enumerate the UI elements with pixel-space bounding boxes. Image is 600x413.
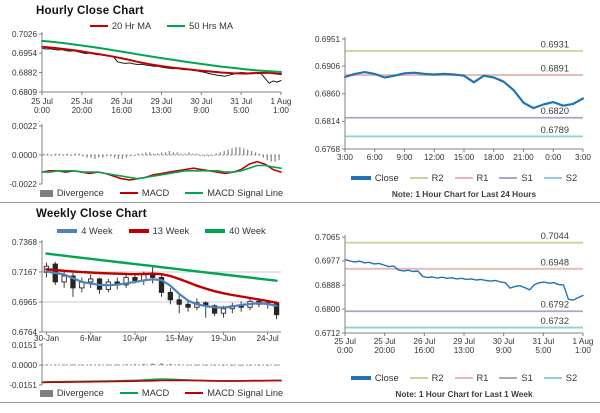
svg-text:24-Jul: 24-Jul	[256, 334, 279, 343]
legend-label: Close	[374, 173, 399, 183]
svg-text:31 Jul: 31 Jul	[532, 337, 555, 346]
svg-text:0.6977: 0.6977	[314, 256, 340, 266]
svg-text:0.7044: 0.7044	[540, 231, 569, 242]
legend-swatch	[120, 392, 138, 395]
legend-label: Divergence	[56, 188, 104, 198]
pivot-24h-note: Note: 1 Hour Chart for Last 24 Hours	[391, 189, 537, 199]
svg-text:0.6768: 0.6768	[314, 144, 340, 154]
svg-text:3:00: 3:00	[337, 153, 353, 162]
legend-item-r2	[410, 373, 444, 383]
legend-label: S1	[521, 373, 533, 383]
svg-text:0:00: 0:00	[337, 346, 353, 355]
svg-text:20:00: 20:00	[374, 346, 395, 355]
svg-text:0.6965: 0.6965	[11, 297, 37, 307]
pivot-24h-chart	[300, 0, 600, 202]
svg-text:0.6820: 0.6820	[540, 106, 569, 117]
svg-text:25 Jul: 25 Jul	[31, 97, 53, 106]
svg-text:15:00: 15:00	[453, 153, 475, 162]
legend-label: 20 Hr MA	[111, 21, 152, 31]
svg-text:0.6814: 0.6814	[314, 117, 340, 127]
legend-label: R2	[431, 373, 444, 383]
svg-text:0.6764: 0.6764	[11, 327, 37, 337]
weekly-macd-legend	[42, 388, 284, 398]
legend-item-s1	[499, 173, 532, 183]
legend-swatch	[185, 392, 203, 395]
svg-text:15-May: 15-May	[165, 334, 193, 343]
svg-text:5:00: 5:00	[535, 346, 552, 355]
svg-text:9:00: 9:00	[396, 153, 413, 162]
svg-text:12:00: 12:00	[424, 153, 445, 162]
legend-swatch	[351, 376, 371, 379]
legend-label: R1	[476, 373, 489, 383]
svg-text:6:00: 6:00	[366, 153, 383, 162]
svg-text:18:00: 18:00	[483, 153, 504, 162]
svg-text:9:00: 9:00	[193, 106, 210, 115]
svg-text:30-Jan: 30-Jan	[34, 334, 60, 343]
legend-swatch	[40, 190, 53, 197]
legend-swatch	[499, 377, 517, 380]
legend-label: Divergence	[56, 388, 104, 398]
legend-swatch	[40, 390, 53, 397]
legend-label: Close	[374, 373, 399, 383]
svg-text:0.6809: 0.6809	[11, 87, 37, 97]
svg-text:13:00: 13:00	[151, 106, 172, 115]
svg-text:0.0022: 0.0022	[11, 121, 37, 131]
legend-swatch	[351, 176, 371, 179]
svg-text:30 Jul: 30 Jul	[190, 97, 213, 106]
legend-label: R2	[431, 173, 444, 183]
svg-text:0.6712: 0.6712	[314, 328, 340, 338]
legend-swatch	[499, 177, 517, 180]
svg-text:20:00: 20:00	[71, 106, 93, 115]
legend-label: MACD Signal Line	[207, 388, 284, 398]
legend-item-macd	[120, 188, 169, 198]
hourly-chart-title: Hourly Close Chart	[36, 5, 144, 17]
svg-text:0.6954: 0.6954	[11, 49, 37, 59]
svg-text:1:00: 1:00	[575, 346, 591, 355]
legend-label: S1	[521, 173, 533, 183]
weekly-close-chart	[0, 202, 300, 403]
svg-text:0.6792: 0.6792	[540, 299, 569, 310]
svg-text:0.0151: 0.0151	[11, 340, 37, 350]
pivot-24h-legend	[340, 173, 588, 183]
svg-text:0.6931: 0.6931	[540, 39, 569, 50]
legend-label: 13 Week	[152, 226, 190, 236]
legend-label: S2	[565, 373, 578, 383]
svg-text:0.0000: 0.0000	[11, 360, 37, 370]
svg-text:0.6800: 0.6800	[314, 304, 340, 314]
legend-swatch	[185, 192, 203, 195]
svg-text:0.6948: 0.6948	[540, 257, 569, 268]
svg-text:29 Jul: 29 Jul	[453, 337, 475, 346]
legend-item-macd-signal-line	[185, 388, 283, 398]
legend-item-divergence	[40, 388, 104, 398]
legend-label: MACD Signal Line	[207, 188, 284, 198]
svg-text:0.6789: 0.6789	[540, 124, 569, 135]
legend-item-s2	[544, 173, 577, 183]
legend-item-macd	[120, 388, 169, 398]
legend-swatch	[544, 177, 562, 180]
svg-text:0:00: 0:00	[34, 106, 50, 115]
svg-text:0.6732: 0.6732	[540, 316, 569, 327]
svg-text:9:00: 9:00	[495, 346, 512, 355]
svg-text:0.6906: 0.6906	[314, 61, 340, 71]
legend-item-macd-signal-line	[185, 188, 283, 198]
legend-item-r2	[410, 173, 444, 183]
legend-item-s2	[544, 373, 577, 383]
svg-text:1 Aug: 1 Aug	[572, 337, 594, 346]
svg-text:0.6891: 0.6891	[540, 63, 569, 74]
pivot-1w-note: Note: 1 Hour Chart for Last 1 Week	[395, 389, 533, 399]
legend-item-s1	[499, 373, 532, 383]
legend-swatch	[120, 192, 138, 195]
svg-text:25 Jul: 25 Jul	[70, 97, 93, 106]
section-divider-bottom	[0, 402, 600, 403]
legend-label: 50 Hrs MA	[189, 21, 234, 31]
legend-label: 40 Week	[229, 226, 266, 236]
legend-label: MACD	[141, 388, 170, 398]
svg-text:6-Mar: 6-Mar	[80, 334, 102, 343]
legend-label: 4 Week	[81, 226, 113, 236]
legend-label: R1	[476, 173, 489, 183]
legend-swatch	[455, 177, 473, 180]
svg-text:25 Jul: 25 Jul	[334, 337, 356, 346]
svg-text:0.6860: 0.6860	[314, 89, 340, 99]
legend-item-close	[351, 173, 399, 183]
svg-text:0.7368: 0.7368	[11, 237, 37, 247]
svg-text:16:00: 16:00	[111, 106, 132, 115]
legend-item-divergence	[40, 188, 104, 198]
svg-text:0.6888: 0.6888	[314, 280, 340, 290]
svg-text:19-Jun: 19-Jun	[210, 334, 236, 343]
legend-label: MACD	[141, 188, 170, 198]
svg-text:1 Aug: 1 Aug	[270, 97, 292, 106]
svg-text:21:00: 21:00	[513, 153, 534, 162]
legend-label: S2	[565, 173, 578, 183]
svg-text:1:00: 1:00	[273, 106, 289, 115]
legend-swatch	[410, 377, 428, 380]
svg-text:26 Jul: 26 Jul	[413, 337, 436, 346]
legend-item-r1	[455, 373, 489, 383]
svg-text:29 Jul: 29 Jul	[150, 97, 173, 106]
hourly-macd-legend	[42, 188, 284, 198]
weekly-chart-title: Weekly Close Chart	[36, 208, 147, 220]
svg-text:0.6951: 0.6951	[314, 34, 340, 44]
svg-text:3:00: 3:00	[575, 153, 591, 162]
svg-text:0.7065: 0.7065	[314, 232, 340, 242]
svg-text:0.7026: 0.7026	[11, 29, 37, 39]
svg-text:0.0000: 0.0000	[11, 150, 37, 160]
legend-item-close	[351, 373, 399, 383]
svg-text:-0.0022: -0.0022	[9, 179, 37, 189]
svg-text:0:00: 0:00	[545, 153, 562, 162]
legend-swatch	[544, 377, 562, 380]
svg-text:0.7167: 0.7167	[11, 267, 37, 277]
legend-item-r1	[455, 173, 489, 183]
svg-text:-0.0151: -0.0151	[9, 380, 37, 390]
svg-text:25 Jul: 25 Jul	[373, 337, 396, 346]
svg-text:16:00: 16:00	[414, 346, 435, 355]
hourly-close-chart	[0, 0, 300, 202]
pivot-1w-legend	[340, 373, 588, 383]
svg-text:5:00: 5:00	[233, 106, 250, 115]
svg-text:10-Apr: 10-Apr	[122, 334, 148, 343]
legend-swatch	[410, 177, 428, 180]
svg-text:13:00: 13:00	[453, 346, 475, 355]
legend-swatch	[455, 377, 473, 380]
svg-text:31 Jul: 31 Jul	[230, 97, 253, 106]
svg-text:26 Jul: 26 Jul	[110, 97, 133, 106]
svg-text:30 Jul: 30 Jul	[492, 337, 515, 346]
svg-text:0.6882: 0.6882	[11, 68, 37, 78]
